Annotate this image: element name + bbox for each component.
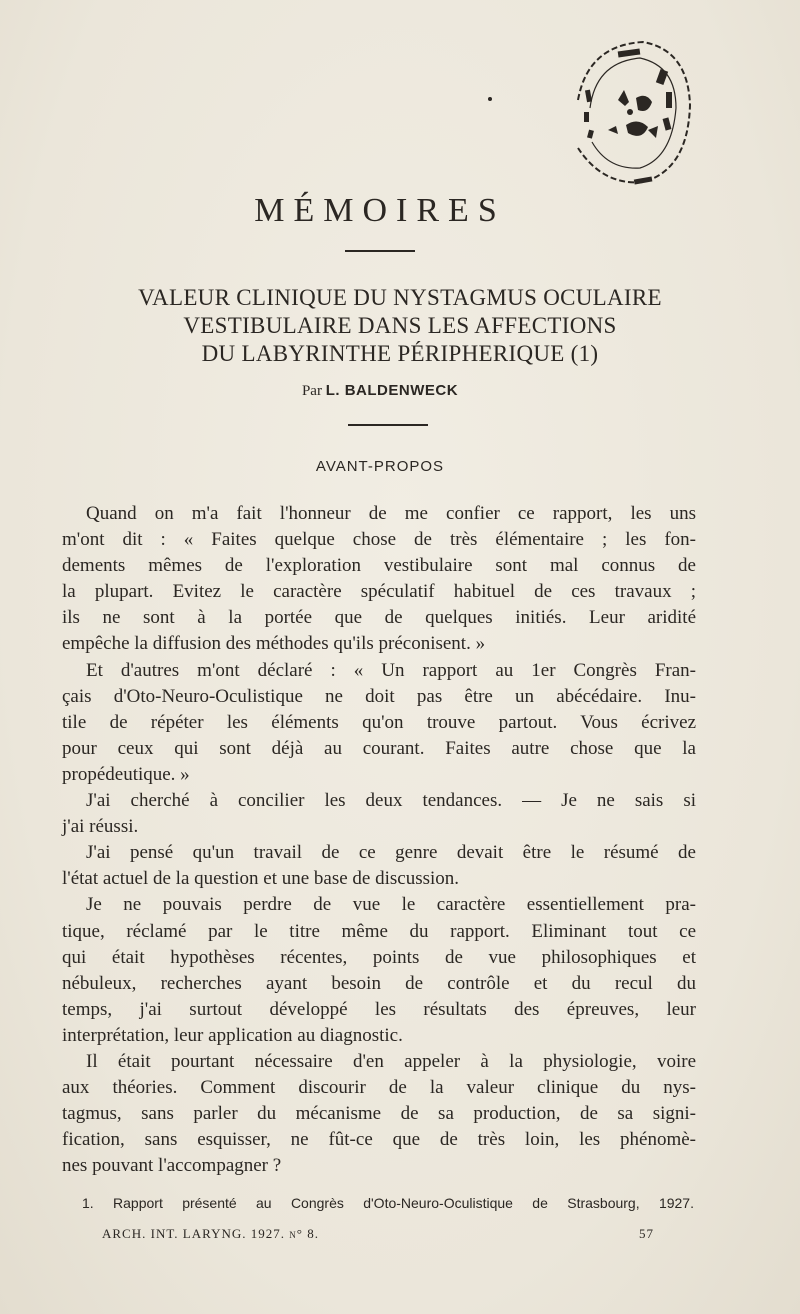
article-title xyxy=(60,284,740,368)
text-line: J'ai pensé qu'un travail de ce genre devait être le résumé de xyxy=(86,842,696,864)
body-text xyxy=(62,501,696,1179)
text-line: nébuleux, recherches ayant besoin de contrôle et du recul du xyxy=(62,972,696,994)
text-line: temps, j'ai surtout développé les résultats des épreuves, leur xyxy=(62,998,696,1020)
page-footer xyxy=(102,1226,654,1242)
title-line: DU LABYRINTHE PÉRIPHERIQUE (1) xyxy=(201,341,599,366)
text-line: empêche la diffusion des méthodes qu'ils préconisent. » xyxy=(62,633,486,655)
footnote: 1. Rapport présenté au Congrès d'Oto-Neuro-Oculistique de Strasbourg, 1927. xyxy=(82,1195,694,1211)
byline-prefix: Par xyxy=(301,383,322,399)
journal-reference: ARCH. INT. LARYNG. 1927. n° 8. xyxy=(102,1226,319,1241)
text-line: Et d'autres m'ont déclaré : « Un rapport au 1er Congrès Fran- xyxy=(86,659,696,681)
text-line: tile de répéter les éléments qu'on trouve partout. Vous écrivez xyxy=(62,711,696,733)
text-line: dements mêmes de l'exploration vestibulaire sont mal connus de xyxy=(62,555,696,577)
page-number: 57 xyxy=(639,1226,654,1241)
title-line: VESTIBULAIRE DANS LES AFFECTIONS xyxy=(183,313,617,338)
text-line: interprétation, leur application au diagnostic. xyxy=(62,1024,403,1046)
text-line: Il était pourtant nécessaire d'en appeler à la physiologie, voire xyxy=(86,1050,696,1072)
title-divider xyxy=(345,250,415,252)
text-line: pour ceux qui sont déjà au courant. Faites autre chose que la xyxy=(62,737,696,759)
text-line: propédeutique. » xyxy=(62,763,190,785)
text-line: j'ai réussi. xyxy=(62,816,139,838)
text-line: Quand on m'a fait l'honneur de me confier ce rapport, les uns xyxy=(86,503,696,524)
text-line: la plupart. Evitez le caractère spéculatif habituel de ces travaux ; xyxy=(62,581,696,603)
text-line: fication, sans esquisser, ne fût-ce que de très loin, les phénomè- xyxy=(62,1129,696,1151)
text-line: m'ont dit : « Faites quelque chose de très élémentaire ; les fon- xyxy=(62,529,696,551)
library-stamp xyxy=(548,30,698,200)
text-line: nes pouvant l'accompagner ? xyxy=(62,1155,282,1177)
text-line: l'état actuel de la question et une base de discussion. xyxy=(62,868,460,890)
text-line: tique, réclamé par le titre même du rapport. Eliminant tout ce xyxy=(62,920,696,942)
byline xyxy=(0,382,760,400)
text-line: qui était hypothèses récentes, points de vue philosophiques et xyxy=(62,946,696,968)
section-title: MÉMOIRES xyxy=(254,192,506,229)
subsection-heading: AVANT-PROPOS xyxy=(315,458,445,475)
text-line: aux théories. Comment discourir de la valeur clinique du nys- xyxy=(62,1077,696,1099)
text-line: Je ne pouvais perdre de vue le caractère essentiellement pra- xyxy=(86,894,696,916)
text-line: çais d'Oto-Neuro-Oculistique ne doit pas être un abécédaire. Inu- xyxy=(62,685,696,707)
author-name: L. BALDENWECK xyxy=(325,382,459,399)
text-line: J'ai cherché à concilier les deux tendances. — Je ne sais si xyxy=(86,790,696,812)
text-line: ils ne sont à la portée que de quelques initiés. Leur aridité xyxy=(62,607,696,629)
byline-divider xyxy=(348,424,428,426)
stamp-seal-icon xyxy=(548,30,698,200)
ink-dot xyxy=(488,97,492,101)
text-line: tagmus, sans parler du mécanisme de sa production, de sa signi- xyxy=(62,1103,696,1125)
title-line: VALEUR CLINIQUE DU NYSTAGMUS OCULAIRE xyxy=(138,285,662,310)
